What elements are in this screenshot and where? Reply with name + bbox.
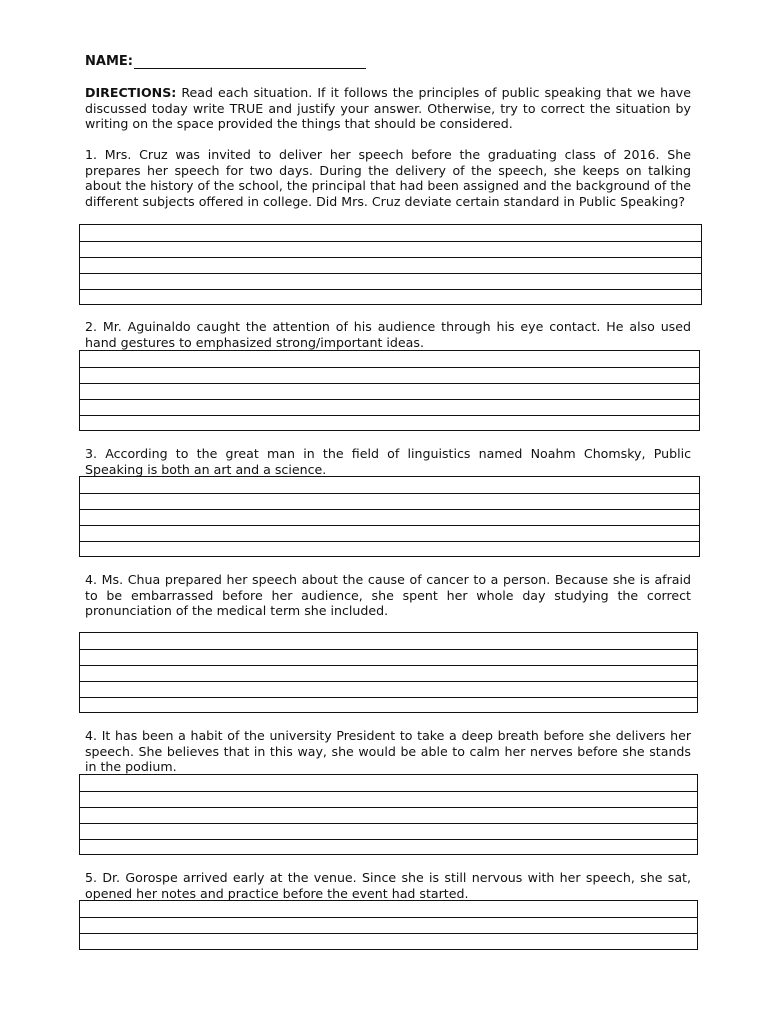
answer-line[interactable] bbox=[80, 681, 697, 697]
answer-line[interactable] bbox=[80, 257, 701, 273]
question-1: 1. Mrs. Cruz was invited to deliver her speech before the graduating class of 2016. She prepares her speech for two days. During the delivery of the speech, she keeps on talking about the history of the school, the principal that had been assigned and the background of the different subjects offered in college. Did Mrs. Cruz deviate certain standard in Public Speaking? bbox=[85, 147, 691, 209]
name-field[interactable] bbox=[85, 54, 366, 69]
answer-line[interactable] bbox=[80, 901, 697, 917]
answer-line[interactable] bbox=[80, 807, 697, 823]
answer-line[interactable] bbox=[80, 775, 697, 791]
question-2: 2. Mr. Aguinaldo caught the attention of his audience through his eye contact. He also used hand gestures to emphasized strong/important ideas. bbox=[85, 319, 691, 350]
answer-line[interactable] bbox=[80, 917, 697, 933]
answer-line[interactable] bbox=[80, 509, 699, 525]
answer-line[interactable] bbox=[80, 665, 697, 681]
question-3: 3. According to the great man in the field of linguistics named Noahm Chomsky, Public Speaking is both an art and a science. bbox=[85, 446, 691, 477]
answer-line[interactable] bbox=[80, 823, 697, 839]
answer-line[interactable] bbox=[80, 351, 699, 367]
answer-box-4[interactable] bbox=[79, 632, 698, 713]
answer-line[interactable] bbox=[80, 415, 699, 431]
answer-line[interactable] bbox=[80, 649, 697, 665]
answer-line[interactable] bbox=[80, 697, 697, 713]
answer-line[interactable] bbox=[80, 399, 699, 415]
question-4b: 4. It has been a habit of the university President to take a deep breath before she delivers her speech. She believes that in this way, she would be able to calm her nerves before she stands in the podium. bbox=[85, 728, 691, 774]
answer-box-1[interactable] bbox=[79, 224, 702, 305]
answer-line[interactable] bbox=[80, 839, 697, 855]
directions-text: Read each situation. If it follows the principles of public speaking that we have discussed today write TRUE and justify your answer. Otherwise, try to correct the situation by writing on the space provided the things that should be considered. bbox=[85, 85, 691, 131]
name-label: NAME: bbox=[85, 54, 133, 69]
directions-label: DIRECTIONS: bbox=[85, 85, 177, 100]
answer-box-2[interactable] bbox=[79, 350, 700, 431]
answer-line[interactable] bbox=[80, 273, 701, 289]
answer-box-6[interactable] bbox=[79, 900, 698, 950]
answer-line[interactable] bbox=[80, 525, 699, 541]
answer-line[interactable] bbox=[80, 477, 699, 493]
answer-line[interactable] bbox=[80, 493, 699, 509]
answer-line[interactable] bbox=[80, 225, 701, 241]
question-5: 5. Dr. Gorospe arrived early at the venue. Since she is still nervous with her speech, she sat, opened her notes and practice before the event had started. bbox=[85, 870, 691, 901]
name-blank-line[interactable] bbox=[134, 55, 366, 69]
answer-line[interactable] bbox=[80, 367, 699, 383]
answer-box-3[interactable] bbox=[79, 476, 700, 557]
answer-line[interactable] bbox=[80, 541, 699, 557]
answer-line[interactable] bbox=[80, 383, 699, 399]
answer-line[interactable] bbox=[80, 241, 701, 257]
question-4: 4. Ms. Chua prepared her speech about the cause of cancer to a person. Because she is afraid to be embarrassed before her audience, she spent her whole day studying the correct pronunciation of the medical term she included. bbox=[85, 572, 691, 618]
answer-line[interactable] bbox=[80, 289, 701, 305]
answer-line[interactable] bbox=[80, 791, 697, 807]
answer-box-5[interactable] bbox=[79, 774, 698, 855]
answer-line[interactable] bbox=[80, 933, 697, 949]
directions bbox=[85, 85, 691, 132]
answer-line[interactable] bbox=[80, 633, 697, 649]
